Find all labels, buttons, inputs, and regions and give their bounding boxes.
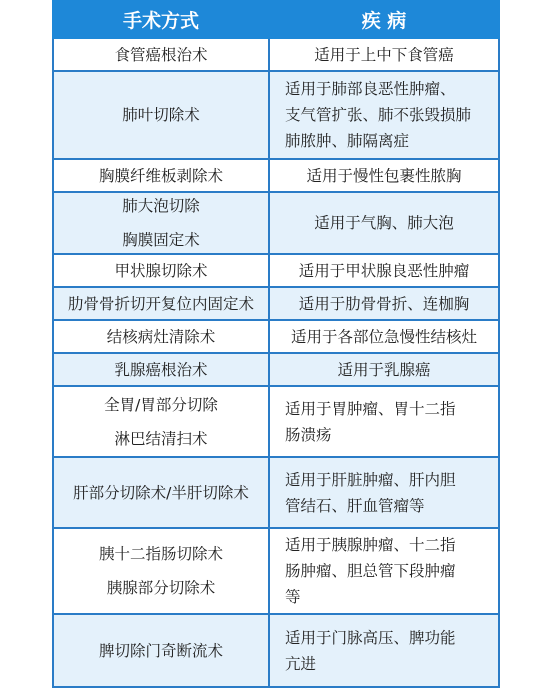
table-row (53, 353, 499, 386)
table-row (53, 528, 499, 614)
procedure-text: 肋骨骨折切开复位内固定术 (67, 294, 254, 313)
procedure-text: 淋巴结清扫术 (114, 429, 208, 448)
table-row (53, 320, 499, 353)
disease-text: 肺脓肿、肺隔离症 (285, 132, 410, 150)
disease-cell (269, 71, 499, 159)
procedure-text: 甲状腺切除术 (114, 261, 208, 280)
disease-cell (269, 38, 499, 71)
disease-text: 适用于肺部良恶性肿瘤、 (285, 80, 456, 98)
header-disease: 疾 病 (269, 1, 499, 38)
procedure-cell (53, 353, 269, 386)
procedure-cell (53, 192, 269, 254)
procedure-text: 肺大泡切除 (122, 197, 200, 215)
procedure-cell (53, 528, 269, 614)
procedure-text: 胸膜纤维板剥除术 (98, 166, 223, 185)
disease-cell (269, 457, 499, 528)
procedure-text: 脾切除门奇断流术 (98, 641, 223, 660)
table-header-row (53, 1, 499, 38)
disease-text: 肠肿瘤、胆总管下段肿瘤 (285, 562, 456, 580)
table-row (53, 38, 499, 71)
table-row (53, 159, 499, 192)
procedure-cell (53, 38, 269, 71)
procedure-cell (53, 386, 269, 457)
table-row (53, 614, 499, 687)
disease-text: 适用于肝脏肿瘤、肝内胆 (285, 470, 456, 489)
disease-text: 支气管扩张、肺不张毁损肺 (285, 106, 472, 124)
table-row (53, 254, 499, 287)
procedure-cell (53, 287, 269, 320)
disease-cell (269, 614, 499, 687)
surgery-table-container (52, 0, 498, 688)
disease-text: 适用于气胸、肺大泡 (314, 214, 454, 232)
disease-text: 适用于胰腺肿瘤、十二指 (285, 536, 456, 554)
disease-cell (269, 159, 499, 192)
procedure-text: 肝部分切除术/半肝切除术 (73, 483, 249, 502)
disease-text: 适用于肋骨骨折、连枷胸 (298, 294, 470, 313)
table-row (53, 457, 499, 528)
procedure-cell (53, 457, 269, 528)
procedure-text: 胸膜固定术 (122, 231, 200, 249)
table-row (53, 287, 499, 320)
disease-text: 适用于门脉高压、脾功能 (285, 628, 456, 647)
disease-cell (269, 192, 499, 254)
disease-text: 适用于各部位急慢性结核灶 (290, 327, 477, 346)
disease-cell (269, 386, 499, 457)
disease-text: 适用于胃肿瘤、胃十二指 (285, 399, 456, 418)
procedure-cell (53, 614, 269, 687)
disease-cell (269, 287, 499, 320)
procedure-text: 胰腺部分切除术 (106, 579, 216, 597)
header-procedure: 手术方式 (53, 1, 269, 38)
disease-text: 适用于甲状腺良恶性肿瘤 (298, 261, 470, 280)
procedure-cell (53, 71, 269, 159)
disease-text: 适用于乳腺癌 (337, 360, 431, 379)
disease-cell (269, 320, 499, 353)
disease-text: 管结石、肝血管瘤等 (285, 496, 425, 515)
procedure-cell (53, 320, 269, 353)
surgery-disease-table (52, 0, 500, 688)
procedure-text: 胰十二指肠切除术 (98, 545, 223, 563)
procedure-cell (53, 159, 269, 192)
disease-cell (269, 353, 499, 386)
disease-cell (269, 528, 499, 614)
disease-text: 适用于上中下食管癌 (314, 45, 454, 64)
procedure-text: 乳腺癌根治术 (114, 360, 208, 379)
procedure-text: 结核病灶清除术 (106, 327, 216, 346)
disease-text: 适用于慢性包裹性脓胸 (306, 166, 462, 185)
table-row (53, 386, 499, 457)
procedure-text: 全胃/胃部分切除 (104, 395, 218, 414)
disease-text: 等 (285, 588, 301, 606)
procedure-cell (53, 254, 269, 287)
table-row (53, 192, 499, 254)
disease-text: 肠溃疡 (285, 425, 332, 444)
disease-cell (269, 254, 499, 287)
disease-text: 亢进 (285, 654, 317, 673)
table-row (53, 71, 499, 159)
procedure-text: 肺叶切除术 (122, 106, 200, 124)
procedure-text: 食管癌根治术 (114, 45, 208, 64)
